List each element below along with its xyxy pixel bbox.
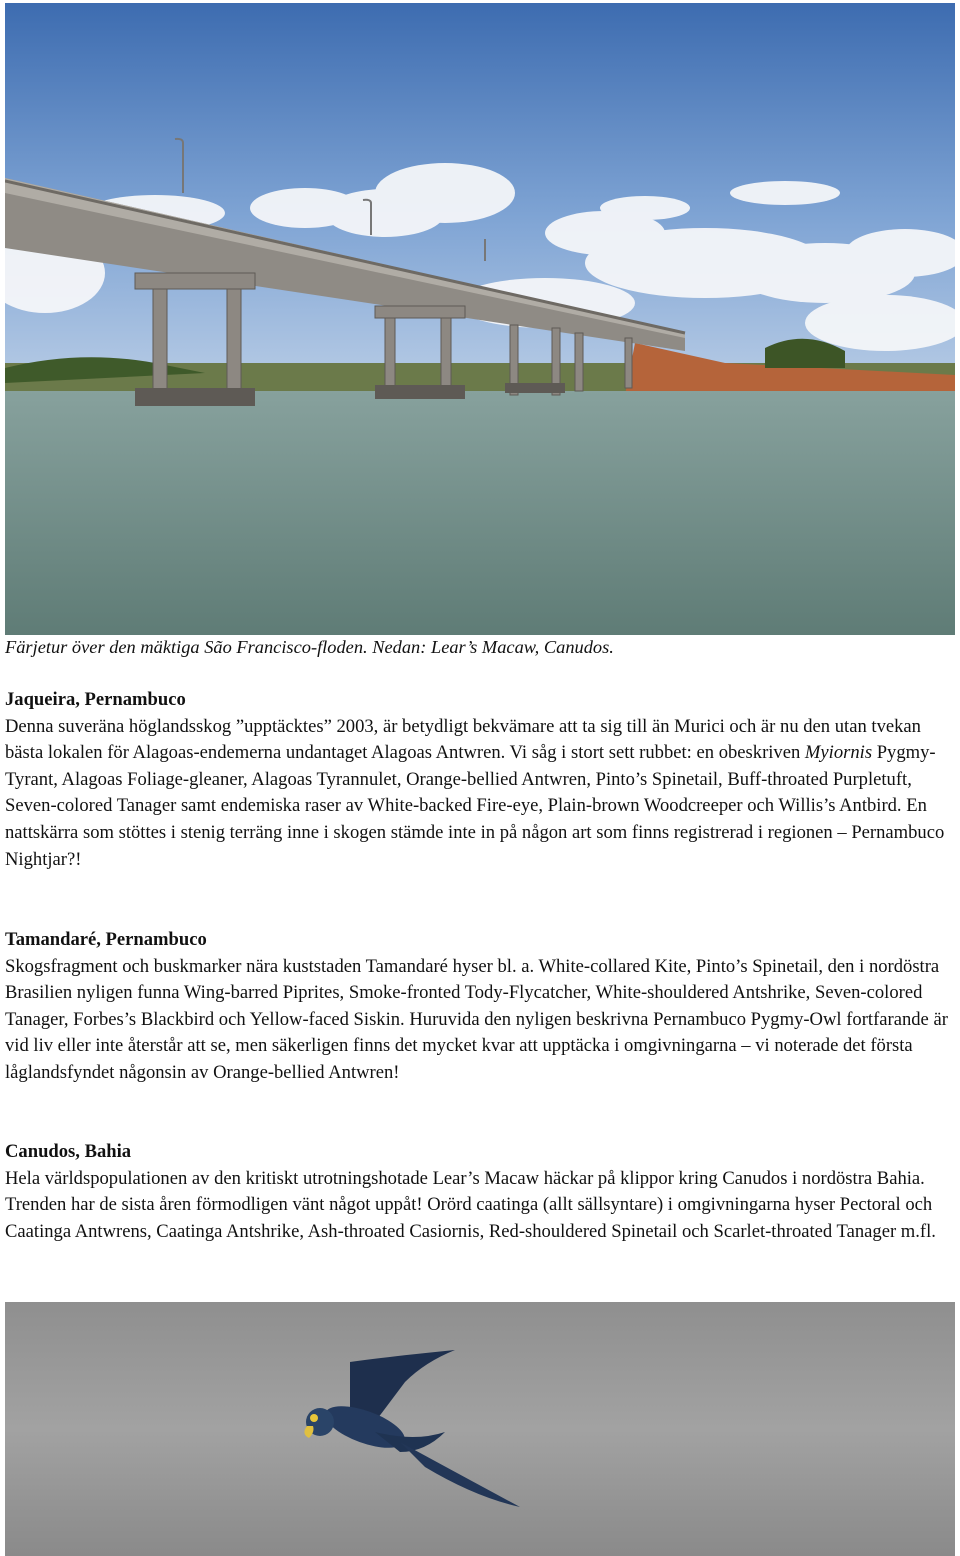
section-title: Jaqueira, Pernambuco [5,689,186,710]
photo-caption: Färjetur över den mäktiga São Francisco-floden. Nedan: Lear’s Macaw, Canudos. [5,637,614,657]
paragraph-text: Pygmy-Tyrant, Alagoas Foliage-gleaner, Alagoas Tyrannulet, Orange-bellied Antwren, Pinto’s Spinetail, Buff-throated Purpletuft, Seven-colored Tanager samt endemiska raser av White-backed Fire-eye, Plain-brown Woodcreeper och Willis’s Antbird. En nattskärra som stöttes i stenig terräng inne i skogen stämde inte in på någon art som finns registrerad i regionen – Pernambuco Nightjar?! [5,742,945,870]
bridge-river-illustration [5,3,955,635]
section-title: Canudos, Bahia [5,1141,132,1162]
section-paragraph: Hela världspopulationen av den kritiskt utrotningshotade Lear’s Macaw häckar på klippor kring Canudos i nordöstra Bahia. Trenden har de sista åren förmodligen vänt något uppåt! Orörd caatinga (allt sällsyntare) i omgivningarna hyser Pectoral och Caatinga Antwrens, Caatinga Antshrike, Ash-throated Casiornis, Red-shouldered Spinetail och Scarlet-throated Tanager m.fl. [5,1167,936,1242]
section-tamandare [5,927,957,1087]
section-title: Tamandaré, Pernambuco [5,929,207,950]
macaw-illustration [5,1302,955,1556]
section-jaqueira [5,687,957,873]
section-paragraph [5,714,957,874]
genus-name: Myiornis [804,742,873,764]
paragraph-text: Denna suveräna höglandsskog ”upptäcktes” 2003, är betydligt bekvämare att ta sig till än Murici och är nu den utan tvekan bästa lokalen för Alagoas-endemerna undantaget Alagoas Antwren. Vi såg i stort sett rubbet: en obeskriven [5,715,921,764]
section-paragraph: Skogsfragment och buskmarker nära kuststaden Tamandaré hyser bl. a. White-collared Kite, Pinto’s Spinetail, den i nordöstra Brasilien nyligen funna Wing-barred Piprites, Smoke-fronted Tody-Flycatcher, White-shouldered Antshrike, Seven-colored Tanager, Forbes’s Blackbird och Yellow-faced Siskin. Huruvida den nyligen beskrivna Pernambuco Pygmy-Owl fortfarande är vid liv eller inte återstår att se, men säkerligen finns det mycket kvar att upptäcka i omgivningarna – vi noterade det första låglandsfyndet någonsin av Orange-bellied Antwren! [5,955,948,1083]
section-canudos [5,1139,957,1245]
bridge-river-photo [5,3,955,635]
macaw-photo [5,1302,955,1556]
